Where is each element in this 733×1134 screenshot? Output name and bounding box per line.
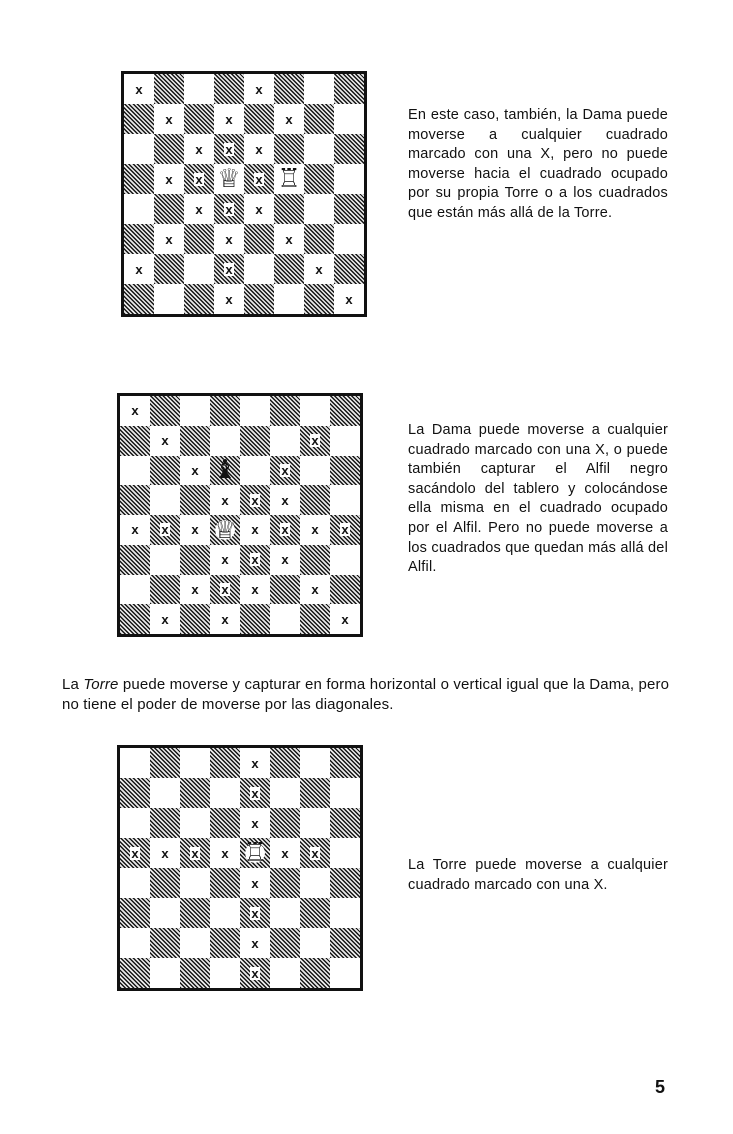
move-mark: x	[281, 552, 289, 568]
board-square	[150, 515, 180, 545]
move-mark: x	[281, 522, 289, 538]
board-square	[210, 928, 240, 958]
board-square	[270, 778, 300, 808]
board-square	[150, 456, 180, 486]
diagram-3-caption: La Torre puede moverse a cualquier cuadrado marcado con una X.	[408, 857, 668, 893]
board-grid	[124, 74, 364, 314]
board-square	[120, 898, 150, 928]
board-square	[240, 456, 270, 486]
move-mark: x	[225, 201, 233, 217]
board-square	[210, 545, 240, 575]
board-square	[120, 426, 150, 456]
board-square	[244, 254, 274, 284]
page-number: 5	[655, 1077, 666, 1097]
move-mark: x	[195, 171, 203, 187]
board-square	[124, 164, 154, 194]
board-square	[270, 426, 300, 456]
board-square	[334, 164, 364, 194]
board-square	[270, 898, 300, 928]
board-square	[330, 748, 360, 778]
board-square	[270, 958, 300, 988]
board-square	[334, 74, 364, 104]
board-square	[150, 958, 180, 988]
board-square	[214, 224, 244, 254]
board-square	[270, 485, 300, 515]
board-square	[330, 575, 360, 605]
board-square	[270, 928, 300, 958]
board-square	[180, 575, 210, 605]
board-square	[154, 284, 184, 314]
move-mark: x	[281, 492, 289, 508]
board-square	[330, 838, 360, 868]
queen-icon: ♕	[213, 515, 237, 545]
move-mark: x	[251, 905, 259, 921]
board-square	[244, 224, 274, 254]
move-mark: x	[195, 201, 203, 217]
board-square	[274, 104, 304, 134]
board-square	[210, 426, 240, 456]
board-square	[330, 778, 360, 808]
board-square	[210, 604, 240, 634]
board-square	[240, 808, 270, 838]
board-square	[180, 958, 210, 988]
move-mark: x	[191, 581, 199, 597]
board-square	[240, 575, 270, 605]
move-mark: x	[285, 231, 293, 247]
board-square	[124, 74, 154, 104]
board-square	[150, 426, 180, 456]
board-square	[304, 194, 334, 224]
board-square	[184, 164, 214, 194]
move-mark: x	[221, 581, 229, 597]
move-mark: x	[251, 935, 259, 951]
board-square	[124, 224, 154, 254]
board-square	[210, 485, 240, 515]
board-square	[274, 254, 304, 284]
board-square	[270, 838, 300, 868]
intro-prefix: La	[62, 676, 84, 693]
board-square	[300, 748, 330, 778]
rook-icon: ♖	[277, 164, 301, 194]
board-square	[210, 456, 240, 486]
move-mark: x	[251, 755, 259, 771]
board-square	[240, 396, 270, 426]
board-square	[120, 778, 150, 808]
board-square	[244, 164, 274, 194]
move-mark: x	[311, 845, 319, 861]
board-square	[270, 515, 300, 545]
board-square	[274, 134, 304, 164]
board-grid	[120, 396, 360, 634]
board-square	[300, 485, 330, 515]
move-mark: x	[255, 141, 263, 157]
board-square	[210, 898, 240, 928]
board-square	[180, 545, 210, 575]
move-mark: x	[225, 141, 233, 157]
board-square	[300, 426, 330, 456]
board-square	[120, 928, 150, 958]
board-square	[150, 396, 180, 426]
rook-icon: ♖	[243, 838, 267, 868]
board-square	[240, 545, 270, 575]
move-mark: x	[165, 171, 173, 187]
board-square	[300, 898, 330, 928]
board-square	[244, 284, 274, 314]
board-square	[180, 426, 210, 456]
board-square	[300, 575, 330, 605]
board-square	[270, 604, 300, 634]
board-square	[150, 898, 180, 928]
board-square	[270, 808, 300, 838]
move-mark: x	[165, 231, 173, 247]
board-square	[154, 224, 184, 254]
board-square	[300, 868, 330, 898]
intro-emphasis: Torre	[83, 676, 119, 693]
move-mark: x	[221, 611, 229, 627]
board-square	[304, 134, 334, 164]
board-square	[124, 284, 154, 314]
board-square	[330, 928, 360, 958]
board-square	[240, 748, 270, 778]
board-square	[210, 838, 240, 868]
move-mark: x	[195, 141, 203, 157]
board-square	[300, 928, 330, 958]
move-mark: x	[251, 581, 259, 597]
board-square	[334, 284, 364, 314]
board-square	[120, 748, 150, 778]
board-square	[180, 485, 210, 515]
board-square	[154, 74, 184, 104]
board-square	[184, 74, 214, 104]
board-square	[240, 838, 270, 868]
move-mark: x	[191, 462, 199, 478]
move-mark: x	[255, 201, 263, 217]
board-square	[184, 284, 214, 314]
move-mark: x	[251, 785, 259, 801]
board-square	[270, 748, 300, 778]
board-square	[180, 868, 210, 898]
move-mark: x	[255, 171, 263, 187]
move-mark: x	[251, 875, 259, 891]
move-mark: x	[251, 965, 259, 981]
board-square	[214, 104, 244, 134]
board-square	[334, 194, 364, 224]
board-square	[244, 104, 274, 134]
move-mark: x	[311, 522, 319, 538]
board-square	[150, 808, 180, 838]
board-square	[274, 194, 304, 224]
board-square	[240, 868, 270, 898]
move-mark: x	[165, 111, 173, 127]
diagram-1-caption: En este caso, también, la Dama puede moverse a cualquier cuadrado marcado con una X, pero no puede moverse hacia el cuadrado ocupado por su propia Torre o a los cuadrados que están más allá de la Torre.	[408, 107, 668, 221]
rook-intro-paragraph	[62, 675, 682, 715]
move-mark: x	[225, 231, 233, 247]
board-square	[240, 928, 270, 958]
board-square	[210, 396, 240, 426]
move-mark: x	[251, 552, 259, 568]
board-square	[150, 575, 180, 605]
move-mark: x	[161, 845, 169, 861]
board-square	[124, 194, 154, 224]
chess-diagram-2	[117, 393, 363, 637]
move-mark: x	[281, 845, 289, 861]
board-square	[270, 396, 300, 426]
board-square	[210, 575, 240, 605]
move-mark: x	[161, 433, 169, 449]
board-square	[334, 254, 364, 284]
move-mark: x	[281, 462, 289, 478]
board-square	[270, 456, 300, 486]
board-square	[120, 838, 150, 868]
board-square	[300, 778, 330, 808]
board-square	[124, 134, 154, 164]
move-mark: x	[161, 522, 169, 538]
board-square	[240, 778, 270, 808]
board-square	[184, 194, 214, 224]
board-square	[210, 958, 240, 988]
move-mark: x	[221, 845, 229, 861]
move-mark: x	[131, 845, 139, 861]
move-mark: x	[251, 522, 259, 538]
board-square	[120, 456, 150, 486]
bishop-icon: ♝	[213, 455, 237, 486]
board-square	[304, 284, 334, 314]
board-square	[300, 545, 330, 575]
board-square	[180, 778, 210, 808]
board-square	[154, 194, 184, 224]
board-square	[274, 224, 304, 254]
board-square	[300, 515, 330, 545]
board-square	[330, 456, 360, 486]
board-square	[304, 224, 334, 254]
board-square	[120, 396, 150, 426]
board-square	[330, 868, 360, 898]
board-square	[240, 604, 270, 634]
board-square	[274, 164, 304, 194]
board-square	[150, 485, 180, 515]
move-mark: x	[161, 611, 169, 627]
board-square	[180, 456, 210, 486]
board-square	[184, 224, 214, 254]
move-mark: x	[225, 291, 233, 307]
board-grid	[120, 748, 360, 988]
board-square	[180, 396, 210, 426]
board-square	[240, 958, 270, 988]
board-square	[210, 868, 240, 898]
board-square	[330, 808, 360, 838]
board-square	[124, 104, 154, 134]
board-square	[180, 928, 210, 958]
board-square	[214, 74, 244, 104]
board-square	[210, 808, 240, 838]
board-square	[300, 958, 330, 988]
board-square	[120, 604, 150, 634]
board-square	[304, 74, 334, 104]
board-square	[180, 838, 210, 868]
intro-suffix: puede moverse y capturar en forma horizontal o vertical igual que la Dama, pero no tiene el poder de moverse por las diagonales.	[62, 676, 670, 713]
move-mark: x	[345, 291, 353, 307]
move-mark: x	[341, 611, 349, 627]
board-square	[184, 104, 214, 134]
move-mark: x	[225, 111, 233, 127]
board-square	[214, 194, 244, 224]
move-mark: x	[191, 522, 199, 538]
move-mark: x	[311, 433, 319, 449]
move-mark: x	[225, 261, 233, 277]
move-mark: x	[255, 81, 263, 97]
move-mark: x	[131, 403, 139, 419]
board-square	[180, 898, 210, 928]
board-square	[210, 778, 240, 808]
board-square	[240, 898, 270, 928]
board-square	[270, 575, 300, 605]
board-square	[154, 104, 184, 134]
board-square	[300, 456, 330, 486]
board-square	[330, 426, 360, 456]
move-mark: x	[131, 522, 139, 538]
board-square	[334, 224, 364, 254]
board-square	[184, 254, 214, 284]
board-square	[150, 778, 180, 808]
board-square	[150, 928, 180, 958]
board-square	[150, 604, 180, 634]
board-square	[300, 396, 330, 426]
board-square	[184, 134, 214, 164]
move-mark: x	[285, 111, 293, 127]
board-square	[270, 868, 300, 898]
board-square	[244, 134, 274, 164]
move-mark: x	[341, 522, 349, 538]
board-square	[334, 104, 364, 134]
board-square	[154, 134, 184, 164]
board-square	[120, 868, 150, 898]
board-square	[180, 748, 210, 778]
board-square	[330, 604, 360, 634]
board-square	[334, 134, 364, 164]
board-square	[304, 254, 334, 284]
move-mark: x	[135, 261, 143, 277]
board-square	[304, 164, 334, 194]
board-square	[180, 808, 210, 838]
move-mark: x	[221, 552, 229, 568]
board-square	[150, 748, 180, 778]
board-square	[210, 748, 240, 778]
board-square	[214, 164, 244, 194]
board-square	[120, 485, 150, 515]
board-square	[154, 164, 184, 194]
board-square	[180, 604, 210, 634]
move-mark: x	[251, 492, 259, 508]
move-mark: x	[311, 581, 319, 597]
board-square	[124, 254, 154, 284]
board-square	[244, 74, 274, 104]
board-square	[150, 838, 180, 868]
board-square	[274, 284, 304, 314]
board-square	[300, 604, 330, 634]
board-square	[304, 104, 334, 134]
board-square	[150, 868, 180, 898]
board-square	[330, 515, 360, 545]
board-square	[214, 134, 244, 164]
diagram-2-caption: La Dama puede moverse a cualquier cuadrado marcado con una X, o puede también capturar el Alfil negro sacándolo del tablero y colocándose ella misma en el cuadrado ocupado por el Alfil. Pero no puede moverse a los cuadrados que quedan más allá del Alfil.	[408, 422, 668, 576]
board-square	[240, 485, 270, 515]
chess-diagram-1	[121, 71, 367, 317]
board-square	[214, 254, 244, 284]
board-square	[244, 194, 274, 224]
board-square	[120, 958, 150, 988]
board-square	[120, 545, 150, 575]
board-square	[240, 426, 270, 456]
board-square	[180, 515, 210, 545]
move-mark: x	[135, 81, 143, 97]
board-square	[150, 545, 180, 575]
queen-icon: ♕	[217, 164, 241, 194]
board-square	[330, 485, 360, 515]
move-mark: x	[191, 845, 199, 861]
board-square	[300, 808, 330, 838]
board-square	[274, 74, 304, 104]
chess-diagram-3	[117, 745, 363, 991]
board-square	[300, 838, 330, 868]
move-mark: x	[251, 815, 259, 831]
move-mark: x	[315, 261, 323, 277]
board-square	[210, 515, 240, 545]
board-square	[154, 254, 184, 284]
board-square	[214, 284, 244, 314]
board-square	[120, 515, 150, 545]
board-square	[270, 545, 300, 575]
board-square	[240, 515, 270, 545]
board-square	[120, 575, 150, 605]
board-square	[330, 898, 360, 928]
board-square	[330, 958, 360, 988]
board-square	[330, 396, 360, 426]
board-square	[120, 808, 150, 838]
board-square	[330, 545, 360, 575]
move-mark: x	[221, 492, 229, 508]
